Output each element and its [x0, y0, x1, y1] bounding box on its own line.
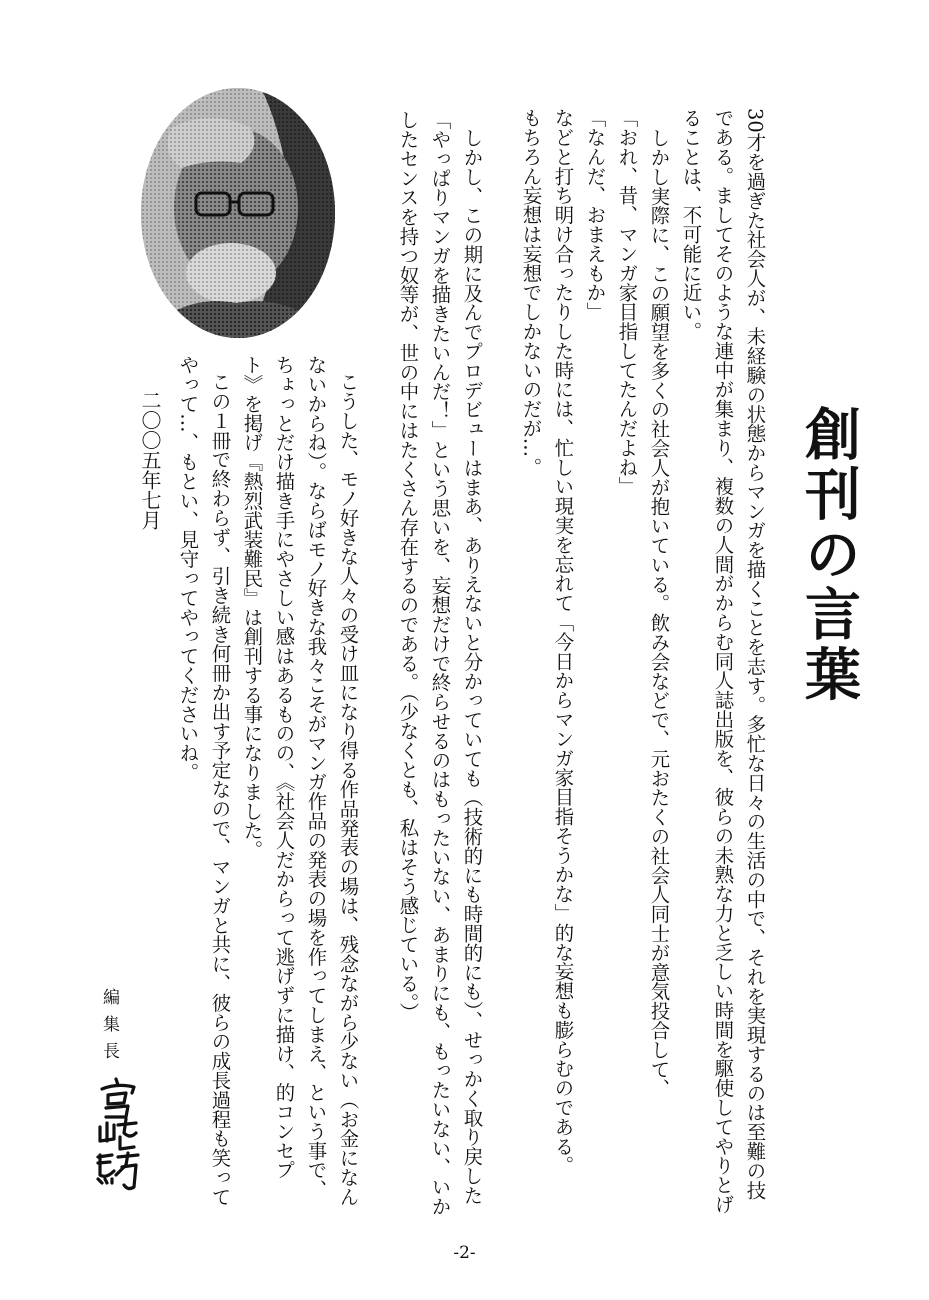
text-column: この１冊で終わらず、引き続き何冊か出す予定なので、マンガと共に、彼らの成長過程も笑って [208, 372, 232, 1207]
page-title: 創刊の言葉 [796, 405, 861, 705]
editor-title: 編集長 [99, 988, 119, 1069]
text-column: である。ましてそのような連中が集まり、複数の人間がからむ同人誌出版を、彼らの未熟な力と乏しい時間を駆使してやりとげ [711, 108, 735, 1214]
text-column: ト》を掲げ『熱烈武装難民』は創刊する事になりました。 [240, 355, 264, 860]
page-number: -2- [453, 1243, 476, 1263]
text-column: もちろん妄想は妄想でしかないのだが…。 [519, 108, 543, 477]
text-column: ちょっとだけ描き手にやさしい感はあるものの、《社会人だからって逃げずに描け、的コンセプ [272, 355, 296, 1180]
text-column: 30才を過ぎた社会人が、未経験の状態からマンガを描くことを志す。多忙な日々の生活の中で、それを実現するのは至難の技 [743, 108, 767, 1200]
date: 二〇〇五年七月 [138, 390, 162, 530]
text-column: などと打ち明け合ったりした時には、忙しい現実を忘れて「今日からマンガ家目指そうかな」的な妄想も膨らむのである。 [551, 108, 575, 1175]
signature-graphic [92, 1075, 142, 1195]
text-column: 「やっぱりマンガを描きたいんだ！」という思いを、妄想だけで終らせるのはもったいない、あまりにも、もったいない、いか [428, 110, 452, 1216]
text-column: しかし実際に、この願望を多くの社会人が抱いている。飲み会などで、元おたくの社会人同士が意気投合して、 [647, 128, 671, 1098]
text-column: 「なんだ、おまえもか」 [583, 108, 607, 322]
author-photo [141, 88, 335, 338]
editor-signature [92, 1075, 142, 1195]
text-column: 「おれ、昔、マンガ家目指してたんだよね」 [615, 108, 639, 496]
text-column: ることは、不可能に近い。 [679, 108, 703, 341]
text-column: ないからね）。ならばモノ好きな我々こそがマンガ作品の発表の場を作ってしまえ、という事で、 [304, 355, 328, 1199]
text-column: こうした、モノ好きな人々の受け皿になり得る作品発表の場は、残念ながら少ない（お金になん [336, 372, 360, 1207]
text-column: したセンスを持つ奴等が、世の中にはたくさん存在するのである。（少なくとも、私はそう感じている。） [396, 110, 420, 1022]
text-column: やって…、もとい、見守ってやってくださいね。 [176, 355, 200, 782]
text-column: しかし、この期に及んでプロデビューはまあ、ありえないと分かっていても（技術的にも時間的にも）、せっかく取り戻した [460, 128, 484, 1205]
author-photo-graphic [141, 88, 335, 338]
